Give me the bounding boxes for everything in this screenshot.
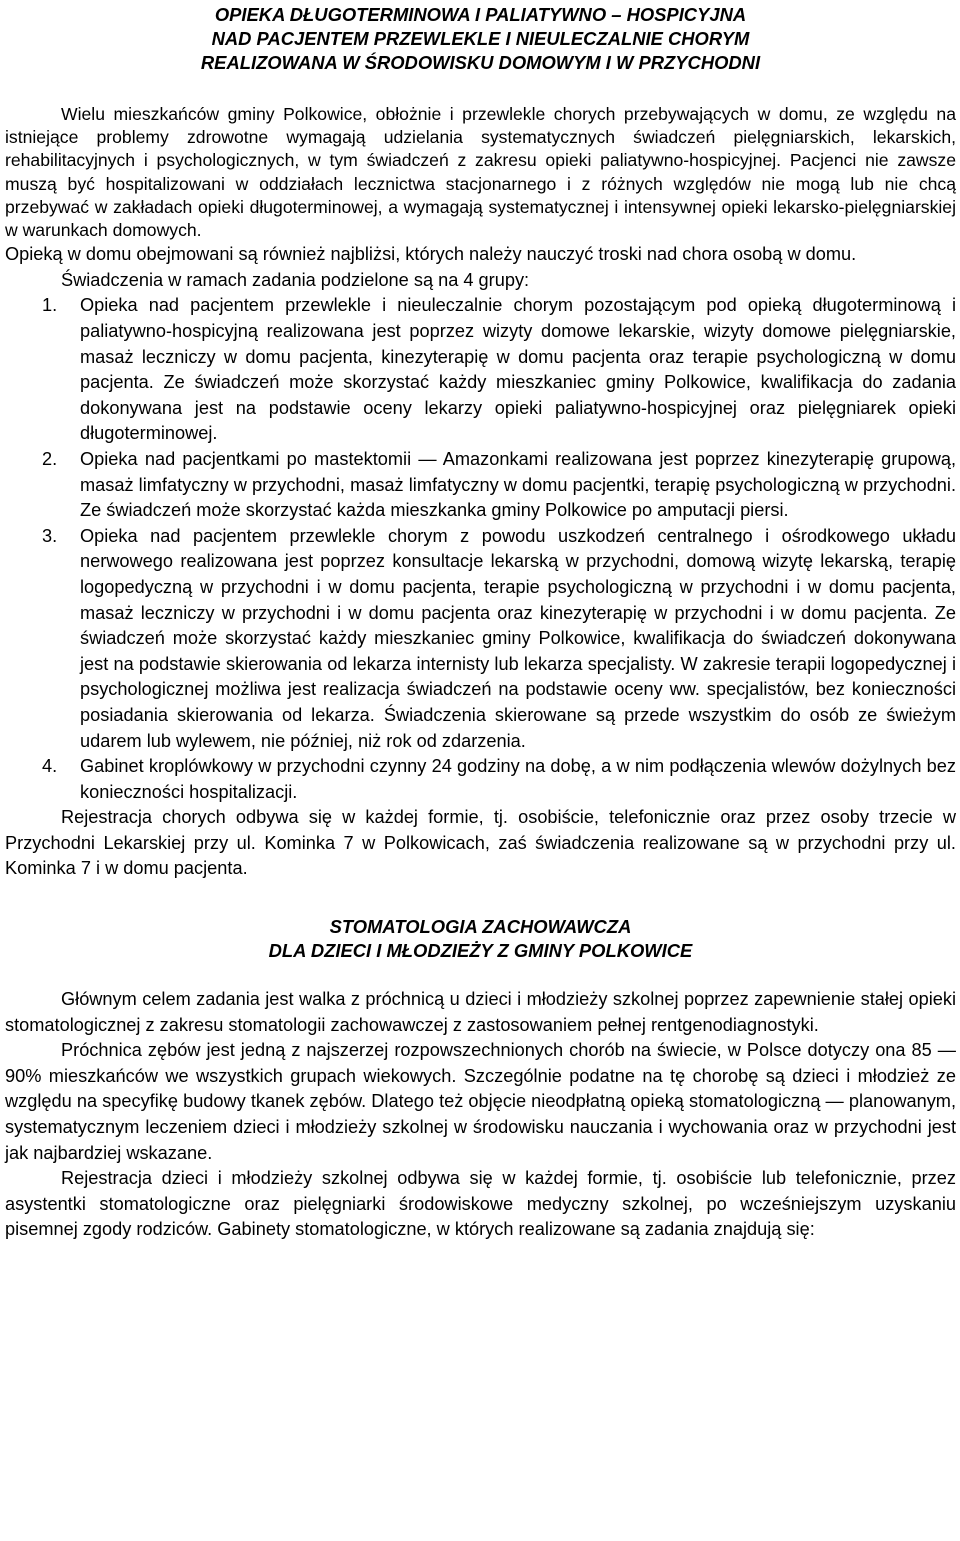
- title-line: OPIEKA DŁUGOTERMINOWA I PALIATYWNO – HOSPICYJNA: [214, 4, 747, 25]
- intro-paragraph: Wielu mieszkańców gminy Polkowice, obłożnie i przewlekle chorych przebywających w domu, ze względu na istniejące problemy zdrowotne wymagają udzielania systematycznych świadczeń pielęgniarskich, lekarskich, rehabilitacyjnych i psychologicznych, w tym świadczeń z zakresu opieki paliatywno-hospicyjnej. Pacjenci nie zawsze muszą być hospitalizowani w oddziałach lecznictwa stacjonarnego i z różnych względów nie mogą lub nie chcą przebywać w zakładach opieki długoterminowej, a wymagają systematycznej i intensywnej opieki lekarsko-pielęgniarskiej w warunkach domowych.: [5, 104, 956, 241]
- section-hospice: [5, 0, 956, 882]
- groups-list: [5, 293, 956, 805]
- list-item-number: 3.: [42, 525, 58, 546]
- list-item-number: 4.: [42, 756, 58, 777]
- list-item-text: Opieka nad pacjentem przewlekle chorym z powodu uszkodzeń centralnego i ośrodkowego układu nerwowego realizowana jest poprzez konsultacje lekarską w przychodni, domową wizytę lekarską, terapię logopedyczną w przychodni i w domu pacjenta, terapie psychologiczną w przychodni i w domu pacjenta, masaż leczniczy w przychodni i w domu pacjenta oraz kinezyterapię w przychodni i w domu pacjenta. Ze świadczeń może skorzystać każdy mieszkaniec gminy Polkowice, kwalifikacja do świadczeń dokonywana jest na podstawie skierowania od lekarza internisty lub lekarza specjalisty. W zakresie terapii logopedycznej i psychologicznej możliwa jest realizacja świadczeń na podstawie oceny ww. specjalistów, bez konieczności posiadania skierowania od lekarza. Świadczenia skierowane są przede wszystkim do osób ze świeżym udarem lub wylewem, nie później, niż rok od zdarzenia.: [80, 525, 956, 751]
- intro-paragraph-continued: Opieką w domu obejmowani są również najbliżsi, których należy nauczyć troski nad chora osobą w domu.: [5, 244, 857, 265]
- body-paragraph: Próchnica zębów jest jedną z najszerzej rozpowszechnionych chorób na świecie, w Polsce dotyczy ona 85 — 90% mieszkańców we wszystkich grupach wiekowych. Szczególnie podatne na tę chorobę są dzieci i młodzież ze względu na specyfikę budowy tkanek zębów. Dlatego też objęcie nieodpłatną opieką stomatologiczną — planowanym, systematycznym leczeniem dzieci i młodzieży szkolnej w środowisku nauczania i wychowania oraz w przychodni jest jak najbardziej wskazane.: [5, 1040, 956, 1163]
- list-item: [5, 524, 956, 754]
- section-title-dentistry: [5, 915, 956, 963]
- section-body: [5, 987, 956, 1243]
- title-line: DLA DZIECI I MŁODZIEŻY Z GMINY POLKOWICE: [268, 940, 693, 962]
- list-item: [5, 447, 956, 524]
- groups-heading: Świadczenia w ramach zadania podzielone są na 4 grupy:: [61, 269, 530, 290]
- document-page: [5, 0, 956, 1243]
- title-line: STOMATOLOGIA ZACHOWAWCZA: [329, 916, 632, 938]
- section-title-hospice: [5, 3, 956, 75]
- list-item: [5, 754, 956, 805]
- title-line: NAD PACJENTEM PRZEWLEKLE I NIEULECZALNIE CHORYM: [211, 28, 750, 49]
- list-item: [5, 293, 956, 447]
- body-paragraph: Głównym celem zadania jest walka z próchnicą u dzieci i młodzieży szkolnej poprzez zapewnienie stałej opieki stomatologicznej z zakresu stomatologii zachowawczej z zastosowaniem pełnej rentgenodiagnostyki.: [5, 989, 956, 1035]
- list-item-text: Opieka nad pacjentem przewlekle i nieuleczalnie chorym pozostającym pod opieką długoterminową i paliatywno-hospicyjną realizowana jest poprzez wizyty domowe lekarskie, wizyty domowe pielęgniarskie, masaż leczniczy w domu pacjenta, kinezyterapię w domu pacjenta oraz terapie psychologiczną w domu pacjenta. Ze świadczeń może skorzystać każdy mieszkaniec gminy Polkowice, kwalifikacja do zadania dokonywana jest na podstawie oceny lekarzy opieki paliatywno-hospicyjnej oraz pielęgniarek opieki długoterminowej.: [80, 295, 956, 444]
- list-item-number: 1.: [42, 295, 58, 316]
- section-dentistry: [5, 915, 956, 1243]
- list-item-text: Gabinet kroplówkowy w przychodni czynny 24 godziny na dobę, a w nim podłączenia wlewów dożylnych bez konieczności hospitalizacji.: [80, 756, 956, 802]
- title-line: REALIZOWANA W ŚRODOWISKU DOMOWYM I W PRZYCHODNI: [200, 52, 761, 73]
- body-paragraph: Rejestracja dzieci i młodzieży szkolnej odbywa się w każdej formie, tj. osobiście lub telefonicznie, przez asystentki stomatologiczne oraz pielęgniarki środowiskowe medyczny szkolnej, po wcześniejszym uzyskaniu pisemnej zgody rodziców. Gabinety stomatologiczne, w których realizowane są zadania znajdują się:: [5, 1168, 956, 1240]
- registration-paragraph: Rejestracja chorych odbywa się w każdej formie, tj. osobiście, telefonicznie oraz przez osoby trzecie w Przychodni Lekarskiej przy ul. Kominka 7 w Polkowicach, zaś świadczenia realizowane są w przychodni przy ul. Kominka 7 i w domu pacjenta.: [5, 807, 956, 879]
- list-item-number: 2.: [42, 448, 58, 469]
- list-item-text: Opieka nad pacjentkami po mastektomii — Amazonkami realizowana jest poprzez kinezyterapię grupową, masaż limfatyczny w przychodni, masaż limfatyczny w domu pacjentki, terapię psychologiczną w przychodni. Ze świadczeń może skorzystać każda mieszkanka gminy Polkowice po amputacji piersi.: [80, 448, 956, 521]
